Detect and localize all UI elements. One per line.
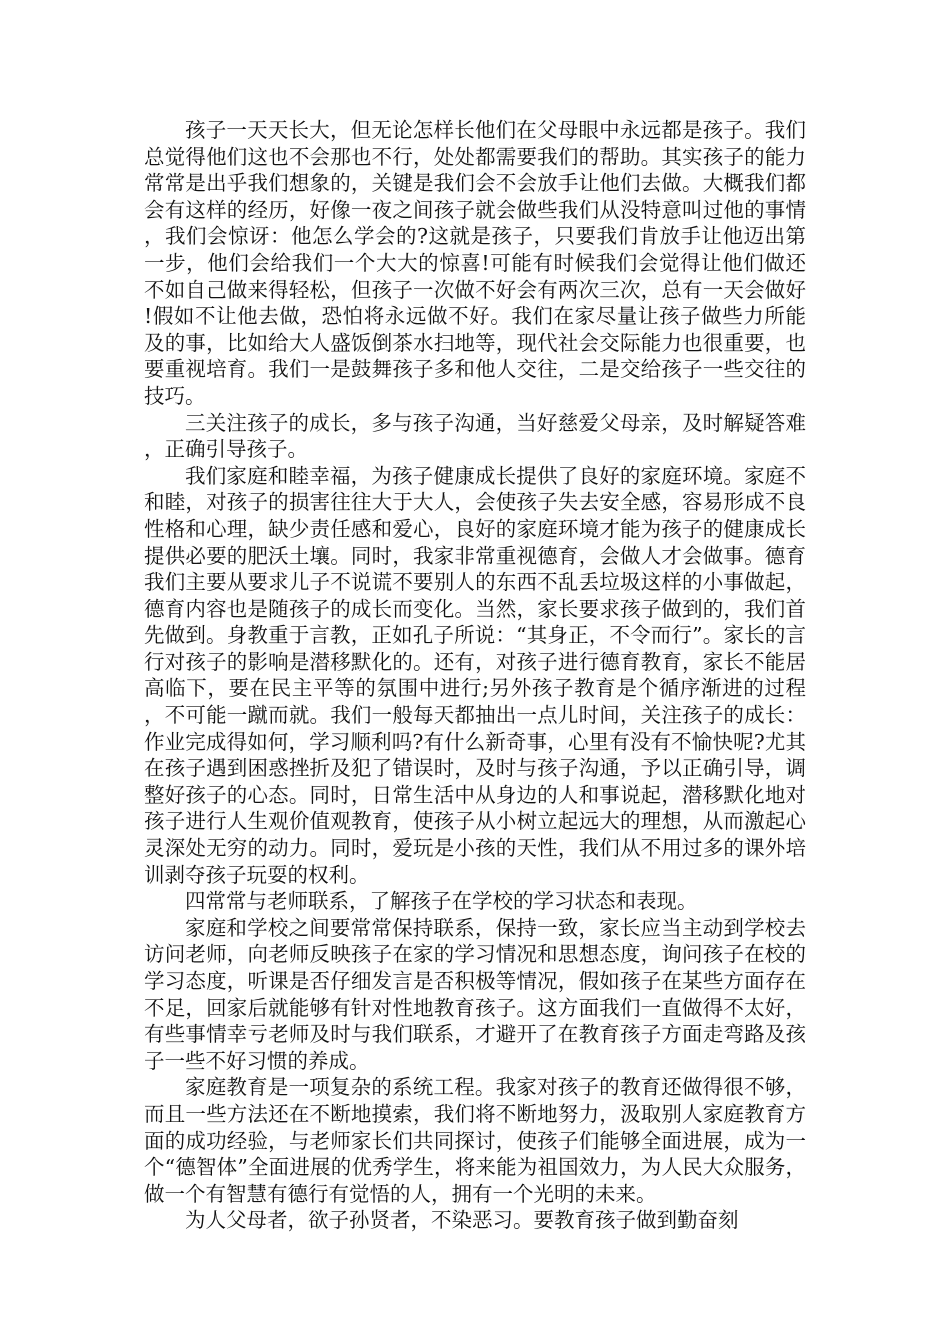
paragraph-7: 为人父母者，欲子孙贤者，不染恶习。要教育孩子做到勤奋刻 bbox=[185, 1208, 739, 1233]
paragraph-3: 我们家庭和睦幸福，为孩子健康成长提供了良好的家庭环境。家庭不和睦，对孩子的损害往往大于大人，会使孩子失去安全感，容易形成不良性格和心理，缺少责任感和爱心，良好的家庭环境才能为孩子的健康成长提供必要的肥沃土壤。同时，我家非常重视德育，会做人才会做事。德育我们主要从要求儿子不说谎不要别人的东西不乱丢垃圾这样的小事做起，德育内容也是随孩子的成长而变化。当然，家长要求孩子做到的，我们首先做到。身教重于言教，正如孔子所说：“其身正，不令而行”。家长的言行对孩子的影响是潜移默化的。还有，对孩子进行德育教育，家长不能居高临下，要在民主平等的氛围中进行;另外孩子教育是个循序渐进的过程，不可能一蹴而就。我们一般每天都抽出一点儿时间，关注孩子的成长：作业完成得如何，学习顺利吗?有什么新奇事，心里有没有不愉快呢?尤其在孩子遇到困惑挫折及犯了错误时，及时与孩子沟通，予以正确引导，调整好孩子的心态。同时，日常生活中从身边的人和事说起，潜移默化地对孩子进行人生观价值观教育，使孩子从小树立起远大的理想，从而激起心灵深处无穷的动力。同时，爱玩是小孩的天性，我们从不用过多的课外培训剥夺孩子玩耍的权利。 bbox=[144, 463, 806, 887]
paragraph-1: 孩子一天天长大，但无论怎样长他们在父母眼中永远都是孩子。我们总觉得他们这也不会那也不行，处处都需要我们的帮助。其实孩子的能力常常是出乎我们想象的，关键是我们会不会放手让他们去做。大概我们都会有这样的经历，好像一夜之间孩子就会做些我们从没特意叫过他的事情，我们会惊讶：他怎么学会的?这就是孩子，只要我们肯放手让他迈出第一步，他们会给我们一个大大的惊喜!可能有时候我们会觉得让他们做还不如自己做来得轻松，但孩子一次做不好会有两次三次，总有一天会做好!假如不让他去做，恐怕将永远做不好。我们在家尽量让孩子做些力所能及的事，比如给大人盛饭倒茶水扫地等，现代社会交际能力也很重要，也要重视培育。我们一是鼓舞孩子多和他人交往，二是交给孩子一些交往的技巧。 bbox=[144, 118, 806, 408]
paragraph-2: 三关注孩子的成长，多与孩子沟通，当好慈爱父母亲，及时解疑答难，正确引导孩子。 bbox=[144, 410, 806, 462]
paragraph-6: 家庭教育是一项复杂的系统工程。我家对孩子的教育还做得很不够，而且一些方法还在不断地摸索，我们将不断地努力，汲取别人家庭教育方面的成功经验，与老师家长们共同探讨，使孩子们能够全面进展，成为一个“德智体”全面进展的优秀学生，将来能为祖国效力，为人民大众服务，做一个有智慧有德行有觉悟的人，拥有一个光明的未来。 bbox=[144, 1075, 806, 1206]
document-page bbox=[144, 117, 806, 1234]
paragraph-5: 家庭和学校之间要常常保持联系，保持一致，家长应当主动到学校去访问老师，向老师反映孩子在家的学习情况和思想态度，询问孩子在校的学习态度，听课是否仔细发言是否积极等情况，假如孩子在某些方面存在不足，回家后就能够有针对性地教育孩子。这方面我们一直做得不太好，有些事情幸亏老师及时与我们联系，才避开了在教育孩子方面走弯路及孩子一些不好习惯的养成。 bbox=[144, 915, 806, 1073]
paragraph-4: 四常常与老师联系，了解孩子在学校的学习状态和表现。 bbox=[185, 889, 698, 914]
